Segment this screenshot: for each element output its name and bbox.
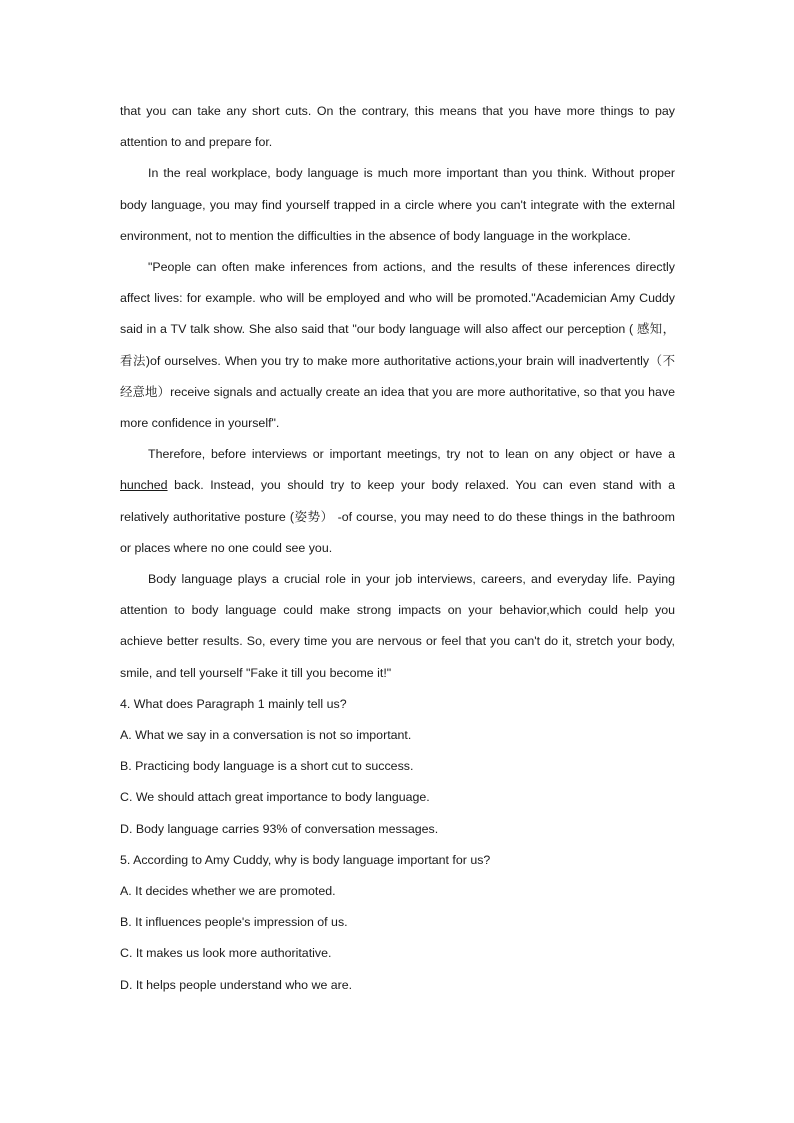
answer-option: A. It decides whether we are promoted. [120,884,336,899]
answer-option: C. We should attach great importance to body language. [120,790,430,805]
answer-option: D. It helps people understand who we are. [120,977,353,992]
paragraph-continuation: that you can take any short cuts. On the contrary, this means that you have more things to pay attention to and prepare for. [120,104,675,150]
document-page [120,96,675,1001]
answer-option: C. It makes us look more authoritative. [120,946,332,961]
paragraph-text-after: back. Instead, you should try to keep your body relaxed. You can even stand with a relatively authoritative posture (姿势） -of course, you may need to do these things in the bathroom or places where no one could see you. [120,478,675,555]
paragraph-posture-advice [120,439,675,564]
paragraph-amy-cuddy-quote: "People can often make inferences from actions, and the results of these inferences directly affect lives: for example. who will be employed and who will be promoted."Academician Amy Cuddy said in a TV talk show. She also said that "our body language will also affect our perception ( 感知，看法)of ourselves. When you try to make more authoritative actions,your brain will inadvertently（不经意地）receive signals and actually create an idea that you are more authoritative, so that you have more confidence in yourself". [120,260,675,431]
answer-option: B. Practicing body language is a short cut to success. [120,759,414,774]
question-block [120,689,675,845]
question-block [120,845,675,1001]
underlined-word: hunched [120,478,168,493]
paragraph-workplace: In the real workplace, body language is much more important than you think. Without proper body language, you may find yourself trapped in a circle where you can't integrate with the external environment, not to mention the difficulties in the absence of body language in the workplace. [120,166,675,243]
paragraph-text-before: Therefore, before interviews or important meetings, try not to lean on any object or have a [148,447,675,462]
answer-option: D. Body language carries 93% of conversation messages. [120,821,439,836]
paragraph-conclusion: Body language plays a crucial role in your job interviews, careers, and everyday life. Paying attention to body language could make strong impacts on your behavior,which could help you achieve better results. So, every time you are nervous or feel that you can't do it, stretch your body, smile, and tell yourself "Fake it till you become it!" [120,572,675,680]
question-stem: 5. According to Amy Cuddy, why is body language important for us? [120,852,491,867]
answer-option: A. What we say in a conversation is not so important. [120,728,412,743]
answer-option: B. It influences people's impression of us. [120,915,348,930]
question-stem: 4. What does Paragraph 1 mainly tell us? [120,696,347,711]
